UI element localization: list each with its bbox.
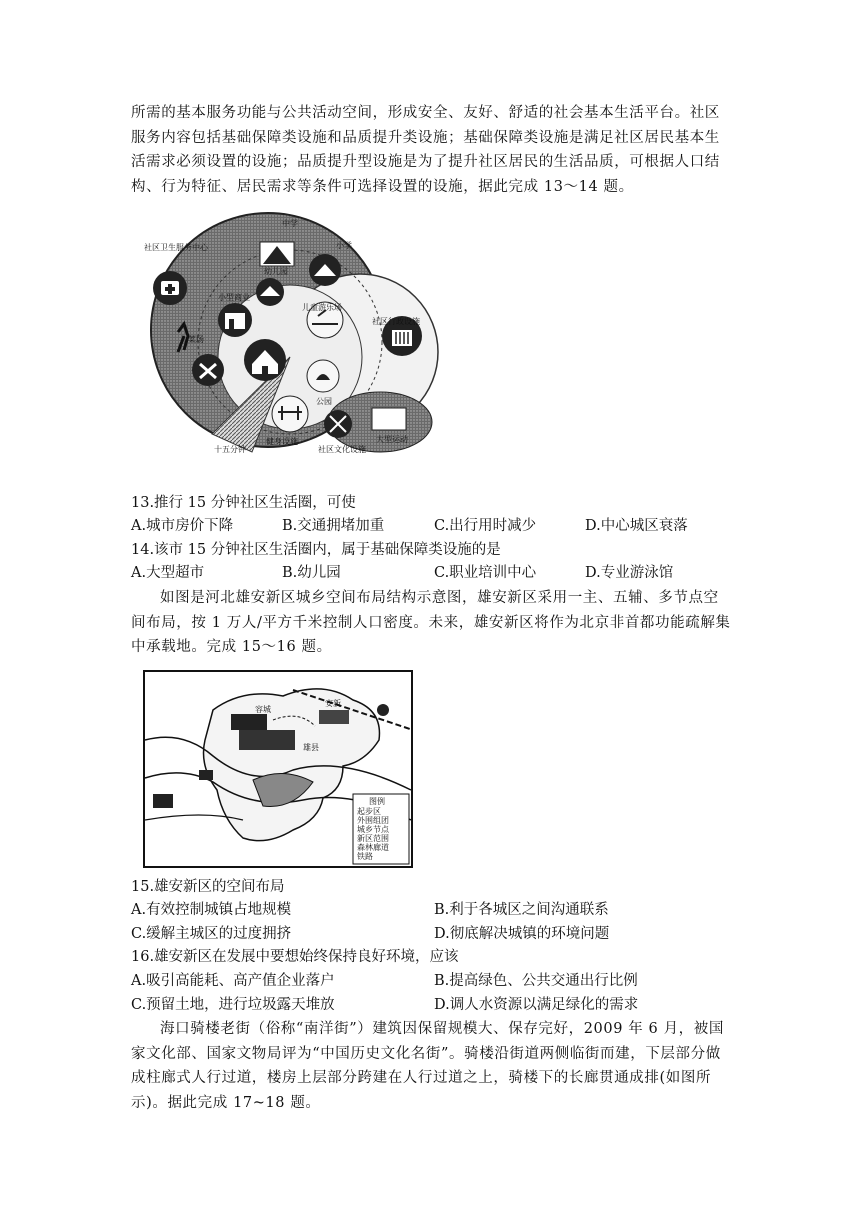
label-rongcheng: 容城	[255, 705, 271, 714]
label-middle-school: 中学	[282, 219, 298, 228]
label-fitness: 健身设施	[266, 437, 298, 446]
q14-option-b[interactable]: B.幼儿园	[282, 565, 341, 581]
label-vegetable: 菜场	[188, 335, 204, 344]
q15-option-d[interactable]: D.彻底解决城镇的环境问题	[434, 926, 610, 942]
q14-option-a[interactable]: A.大型超市	[131, 565, 205, 581]
q15-option-a[interactable]: A.有效控制城镇占地规模	[131, 902, 292, 918]
life-circle-diagram	[140, 212, 440, 454]
q15-option-b[interactable]: B.利于各城区之间沟通联系	[434, 902, 609, 918]
q13-option-a[interactable]: A.城市房价下降	[131, 518, 234, 534]
label-xiongxian: 雄县	[303, 743, 319, 752]
xiongan-paragraph: 如图是河北雄安新区城乡空间布局结构示意图，雄安新区采用一主、五辅、多节点空间布局，按 1 万人/平方千米控制人口密度。未来，雄安新区将作为北京非首都功能疏解集中承载地。完成 15～16 题。	[131, 590, 731, 655]
q14-stem: 14.该市 15 分钟社区生活圈内，属于基础保障类设施的是	[131, 542, 501, 558]
xiongan-map-figure	[143, 670, 413, 868]
legend-item: 城乡节点	[357, 825, 389, 834]
label-kindergarten: 幼儿园	[264, 267, 288, 276]
q16-option-a[interactable]: A.吸引高能耗、高产值企业落户	[131, 973, 335, 989]
qilou-paragraph: 海口骑楼老街（俗称“南洋街”）建筑因保留规模大、保存完好，2009 年 6 月，被国家文化部、国家文物局评为“中国历史文化名街”。骑楼沿街道两侧临街而建，下层部分做成柱廊式人行过道，楼房上层部分跨建在人行过道之上，骑楼下的长廊贯通成排(如图所示)。据此完成 17~18 题。	[131, 1021, 724, 1111]
legend-item: 森林廊道	[357, 843, 389, 852]
label-health: 社区卫生服务中心	[144, 243, 208, 252]
life-circle-figure	[140, 212, 440, 454]
label-playground: 儿童游乐场	[302, 303, 342, 312]
q13-stem: 13.推行 15 分钟社区生活圈，可使	[131, 495, 356, 511]
q13-option-b[interactable]: B.交通拥堵加重	[282, 518, 385, 534]
q16-stem: 16.雄安新区在发展中要想始终保持良好环境，应该	[131, 949, 459, 965]
label-anxin: 安新	[325, 699, 341, 708]
legend-title: 图例	[369, 797, 385, 806]
q14-option-c[interactable]: C.职业培训中心	[434, 565, 537, 581]
legend-item: 外围组团	[357, 816, 389, 825]
q13-option-d[interactable]: D.中心城区衰落	[585, 518, 688, 534]
label-small-shop: 小型商业	[218, 293, 250, 302]
q13-option-c[interactable]: C.出行用时减少	[434, 518, 537, 534]
culture-facility-icon	[372, 408, 406, 430]
label-park: 公园	[316, 397, 332, 406]
legend-item: 新区范围	[357, 834, 389, 843]
label-admin: 社区行政设施	[372, 317, 420, 326]
label-big-sports: 大型运动	[376, 435, 408, 444]
label-culture: 社区文化设施	[318, 445, 366, 454]
fitness-icon	[272, 396, 308, 432]
label-fifteen-min: 十五分钟	[214, 445, 246, 454]
q14-option-d[interactable]: D.专业游泳馆	[585, 565, 674, 581]
q15-option-c[interactable]: C.缓解主城区的过度拥挤	[131, 926, 292, 942]
q16-option-b[interactable]: B.提高绿色、公共交通出行比例	[434, 973, 638, 989]
xiongan-map	[143, 670, 413, 868]
q15-stem: 15.雄安新区的空间布局	[131, 879, 285, 895]
intro-paragraph: 所需的基本服务功能与公共活动空间，形成安全、友好、舒适的社会基本生活平台。社区服务内容包括基础保障类设施和品质提升类设施；基础保障类设施是满足社区居民基本生活需求必须设置的设施；品质提升型设施是为了提升社区居民的生活品质，可根据人口结构、行为特征、居民需求等条件可选择设置的设施，据此完成 13～14 题。	[131, 105, 720, 195]
q16-option-c[interactable]: C.预留土地，进行垃圾露天堆放	[131, 997, 335, 1013]
q16-option-d[interactable]: D.调人水资源以满足绿化的需求	[434, 997, 639, 1013]
label-primary-school: 小学	[336, 241, 352, 250]
legend-item: 起步区	[357, 807, 381, 816]
legend-item: 铁路	[357, 852, 373, 861]
